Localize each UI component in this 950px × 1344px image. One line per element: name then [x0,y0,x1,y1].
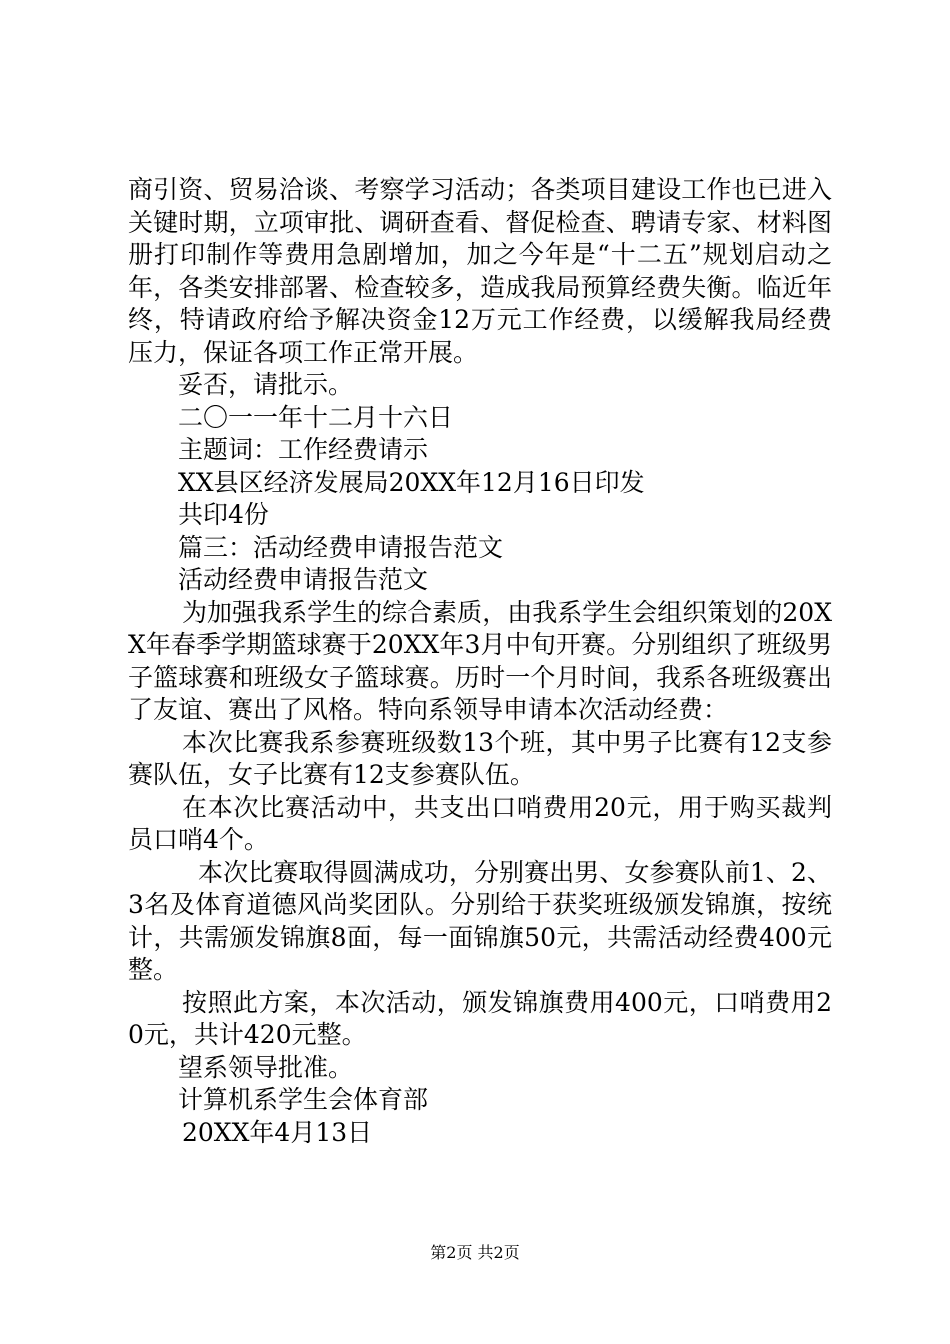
paragraph-teams: 本次比赛我系参赛班级数13个班，其中男子比赛有12支参赛队伍，女子比赛有12支参赛队伍。 [128,727,832,789]
document-title: 活动经费申请报告范文 [178,565,429,594]
paragraph-intro: 为加强我系学生的综合素质，由我系学生会组织策划的20XX年春季学期篮球赛于20XX年3月中旬开赛。分别组织了班级男子篮球赛和班级女子篮球赛。历时一个月时间，我系各班级赛出了友谊、赛出了风格。特向系领导申请本次活动经费： [128,597,832,724]
document-body [128,174,832,1149]
section-heading: 篇三：活动经费申请报告范文 [178,532,504,562]
paragraph-approval-request: 妥否，请批示。 [178,370,354,399]
paragraph-whistle-cost: 在本次比赛活动中，共支出口哨费用20元，用于购买裁判员口哨4个。 [128,792,832,854]
page-footer: 第2页 共2页 [430,1243,520,1262]
paragraph-closing: 望系领导批准。 [178,1052,354,1082]
paragraph-pennant-cost: 本次比赛取得圆满成功，分别赛出男、女参赛队前1、2、3名及体育道德风尚奖团队。分别给于获奖班级颁发锦旗，按统计，共需颁发锦旗8面，每一面锦旗50元，共需活动经费400元整。 [128,857,832,984]
paragraph-subject-words: 主题词：工作经费请示 [178,435,429,464]
paragraph-signature-date: 20XX年4月13日 [182,1117,373,1147]
paragraph-signature-org: 计算机系学生会体育部 [178,1085,429,1114]
paragraph-copies: 共印4份 [178,500,269,529]
paragraph-date: 二〇一一年十二月十六日 [178,402,454,432]
paragraph-opening: 商引资、贸易洽谈、考察学习活动；各类项目建设工作也已进入关键时期，立项审批、调研查看、督促检查、聘请专家、材料图册打印制作等费用急剧增加，加之今年是“十二五”规划启动之年，各类安排部署、检查较多，造成我局预算经费失衡。临近年终，特请政府给予解决资金12万元工作经费，以缓解我局经费压力，保证各项工作正常开展。 [128,175,832,367]
paragraph-total: 按照此方案，本次活动，颁发锦旗费用400元，口哨费用20元，共计420元整。 [128,987,832,1049]
paragraph-issuer: XX县区经济发展局20XX年12月16日印发 [178,467,645,497]
